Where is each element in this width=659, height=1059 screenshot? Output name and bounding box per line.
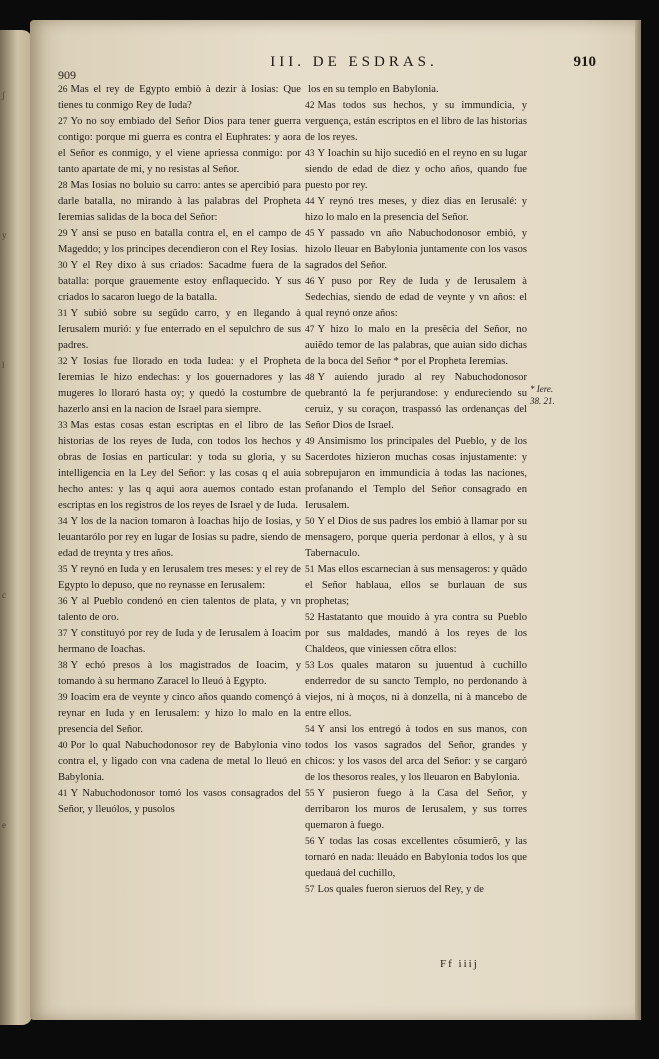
verse: [305, 834, 527, 882]
verse-number: 51: [305, 565, 315, 575]
verse: [305, 82, 527, 98]
verse: [305, 226, 527, 274]
verse: [305, 786, 527, 834]
verse-text: los en su templo en Babylonia.: [308, 84, 439, 95]
verse-text: Y Ioachin su hijo sucedió en el reyno en su lugar siendo de edad de diez y ocho años, quando fue puesto por rey.: [305, 148, 527, 191]
verse: [58, 690, 301, 738]
verse-text: Y todas las cosas excellentes cõsumierõ, y las tornaró en nada: lleuádo en Babylonia todos los que quedauá del cuchillo,: [305, 836, 527, 879]
verse: [305, 322, 527, 370]
verse-text: Mas estas cosas estan escriptas en el libro de las historias de los reyes de Iuda, con todos los hechos y obras de Iosias en particular: y toda su gloria, y su intelligencia en la Ley del Señor: y las cosas q el auia hecho antes: y las q aqui aora auemos contado estan escriptas en los registros de los reyes de Israel y de Iuda.: [58, 420, 301, 511]
verse-text: Y pusieron fuego à la Casa del Señor, y derribaron los muros de Ierusalem, y sus torres quemaron à fuego.: [305, 788, 527, 831]
verse-number: 31: [58, 309, 68, 319]
verse-text: Y auiendo jurado al rey Nabuchodonosor quebrantó la fe perjurandose: y endureciendo su ceruiz, y su coraçon, traspassó las ordenanças del Señor Dios de Israel.: [305, 372, 527, 431]
verse-number: 40: [58, 741, 68, 751]
folio-right: 910: [573, 54, 596, 70]
verse-number: 26: [58, 85, 68, 95]
verse-number: 30: [58, 261, 68, 271]
verse-text: Y passado vn año Nabuchodonosor embió, y hizolo lleuar en Babylonia juntamente con los vasos sagrados del Señor.: [305, 228, 527, 271]
verse: [305, 722, 527, 786]
signature-mark: Ff iiij: [440, 958, 479, 970]
verse-text: Mas el rey de Egypto embiò à dezir à Iosias: Que tienes tu conmigo Rey de Iuda?: [58, 84, 301, 111]
verse-number: 37: [58, 629, 68, 639]
verse-number: 56: [305, 837, 315, 847]
verse: [305, 882, 527, 898]
verse-text: Y el Dios de sus padres los embió à llamar por su mensagero, porque queria perdonar à ellos, y à su Tabernaculo.: [305, 516, 527, 559]
verse-number: 35: [58, 565, 68, 575]
verse: [305, 370, 527, 434]
verse: [305, 514, 527, 562]
verse: [58, 562, 301, 594]
verse: [305, 434, 527, 514]
verse: [305, 194, 527, 226]
verse: [58, 114, 301, 178]
verse-text: Y ansi los entregó à todos en sus manos, con todos los vasos sagrados del Señor, grandes y chicos: y los vasos del arca del Señor: y se cargaró de los thesoros reales, y los lleuaron en Babylonia.: [305, 724, 527, 783]
verse-text: Y reynó tres meses, y diez dias en Ierusalé: y hizo lo malo en la presencia del Señor.: [305, 196, 527, 223]
verse-text: Ansimismo los principales del Pueblo, y de los Sacerdotes hizieron muchas cosas injustamente: y sobrepujaron en immundicia à todas las naciones, profanando el Templo del Señor consagrado en Ierusalem.: [305, 436, 527, 511]
verse-number: 45: [305, 229, 315, 239]
page-fore-edge: [635, 20, 641, 1020]
verse-number: 47: [305, 325, 315, 335]
verse: [305, 274, 527, 322]
verse-number: 32: [58, 357, 68, 367]
verse-text: Mas ellos escarnecian à sus mensageros: y quãdo el Señor hablaua, ellos se burlauan de sus prophetas;: [305, 564, 527, 607]
verse-text: Y constituyó por rey de Iuda y de Ierusalem à Ioacim hermano de Ioachas.: [58, 628, 301, 655]
verse-number: 33: [58, 421, 68, 431]
verse: [58, 354, 301, 418]
verse-text: Y ansi se puso en batalla contra el, en el campo de Mageddo; y los principes decendieron con el Rey Iosias.: [58, 228, 301, 255]
verse: [58, 658, 301, 690]
verse-text: Y hizo lo malo en la presẽcia del Señor, no auiẽdo temor de las palabras, que auian sido dichas de la boca del Señor * por el Propheta Ieremias.: [305, 324, 527, 367]
verse-text: Mas todos sus hechos, y su immundicia, y verguença, están escriptos en el libro de las historias de los reyes.: [305, 100, 527, 143]
verse-text: Los quales fueron sieruos del Rey, y de: [317, 884, 484, 895]
verse-number: 46: [305, 277, 315, 287]
verse-number: 53: [305, 661, 315, 671]
verse-text: Y Nabuchodonosor tomó los vasos consagrados del Señor, y lleuólos, y pusolos: [58, 788, 301, 815]
verse: [305, 610, 527, 658]
verse-number: 28: [58, 181, 68, 191]
verse-number: 34: [58, 517, 68, 527]
verse: [58, 258, 301, 306]
verse-number: 48: [305, 373, 315, 383]
verse-number: 36: [58, 597, 68, 607]
verse-number: 43: [305, 149, 315, 159]
verse-text: Hastatanto que mouido à yra contra su Pueblo por sus maldades, mandó à los reyes de los Chaldeos, que viniessen cõtra ellos:: [305, 612, 527, 655]
verse: [58, 786, 301, 818]
verse: [305, 98, 527, 146]
folio-left: 909: [58, 68, 76, 82]
previous-page-edge: ʃ y l c e: [0, 30, 32, 1025]
verse-number: 44: [305, 197, 315, 207]
verse-text: Los quales mataron su juuentud à cuchillo enderredor de su sancto Templo, no perdonando à viejos, ni à moços, ni à donzella, ni à mancebo de entre ellos.: [305, 660, 527, 719]
left-column: [58, 82, 301, 818]
verse-text: Y subió sobre su segũdo carro, y en llegando à Ierusalem murió: y fue enterrado en el sepulchro de sus padres.: [58, 308, 301, 351]
verse-number: 39: [58, 693, 68, 703]
verse-number: 54: [305, 725, 315, 735]
verse-text: Ioacim era de veynte y cinco años quando començó à reynar en Iuda y en Ierusalem: y hizo lo malo en la presencia del Señor.: [58, 692, 301, 735]
verse: [305, 658, 527, 722]
verse: [58, 418, 301, 514]
verse: [58, 626, 301, 658]
right-column: [305, 82, 527, 898]
verse: [305, 146, 527, 194]
verse: [58, 594, 301, 626]
verse-text: Mas Iosias no boluio su carro: antes se apercibió para darle batalla, no mirando à las palabras del Propheta Ieremias salidas de la boca del Señor:: [58, 180, 301, 223]
running-title: III. DE ESDRAS.: [270, 54, 438, 70]
verse-number: 41: [58, 789, 68, 799]
verse-number: 50: [305, 517, 315, 527]
verse-text: Por lo qual Nabuchodonosor rey de Babylonia vino contra el, y ligado con vna cadena de metal lo lleuó en Babylonia.: [58, 740, 301, 783]
verse: [58, 178, 301, 226]
verse-number: 38: [58, 661, 68, 671]
verse: [58, 514, 301, 562]
verse-number: 29: [58, 229, 68, 239]
verse-text: Y echó presos à los magistrados de Ioacim, y tomando à su hermano Zaracel lo lleuó à Egypto.: [58, 660, 301, 687]
verse-number: 57: [305, 885, 315, 895]
book-page: [30, 20, 638, 1020]
verse-number: 55: [305, 789, 315, 799]
verse: [58, 306, 301, 354]
verse: [58, 82, 301, 114]
verse: [58, 738, 301, 786]
verse-text: Y al Pueblo condenó en cien talentos de plata, y vn talento de oro.: [58, 596, 301, 623]
verse: [305, 562, 527, 610]
margin-note: * Iere. 38. 21.: [530, 384, 555, 406]
verse: [58, 226, 301, 258]
verse-text: Y los de la nacion tomaron à Ioachas hijo de Iosias, y leuantarólo por rey en lugar de Iosias su padre, siendo de edad de treynta y tres años.: [58, 516, 301, 559]
verse-text: Y reynó en Iuda y en Ierusalem tres meses: y el rey de Egypto lo depuso, que no reynasse en Ierusalem:: [58, 564, 301, 591]
verse-number: 49: [305, 437, 315, 447]
verse-text: Yo no soy embiado del Señor Dios para tener guerra contigo: porque mi guerra es contra el Euphrates: y aora el Señor es conmigo, y el viene apriessa conmigo: por tanto apartate de mi, y no resistas al Señor.: [58, 116, 301, 175]
verse-number: 27: [58, 117, 68, 127]
verse-number: 52: [305, 613, 315, 623]
verse-text: Y puso por Rey de Iuda y de Ierusalem à Sedechias, siendo de edad de veynte y vn años: el qual reynó onze años:: [305, 276, 527, 319]
verse-text: Y Iosias fue llorado en toda Iudea: y el Propheta Ieremias le hizo endechas: y los gouernadores y las mugeres lo lloraró hasta oy; y quedó la costumbre de hazerlo ansi en la nacion de Israel para siempre.: [58, 356, 301, 415]
verse-text: Y el Rey dixo à sus criados: Sacadme fuera de la batalla: porque grauemente estoy enflaquecido. Y sus criados lo sacaron luego de la batalla.: [58, 260, 301, 303]
verse-number: 42: [305, 101, 315, 111]
